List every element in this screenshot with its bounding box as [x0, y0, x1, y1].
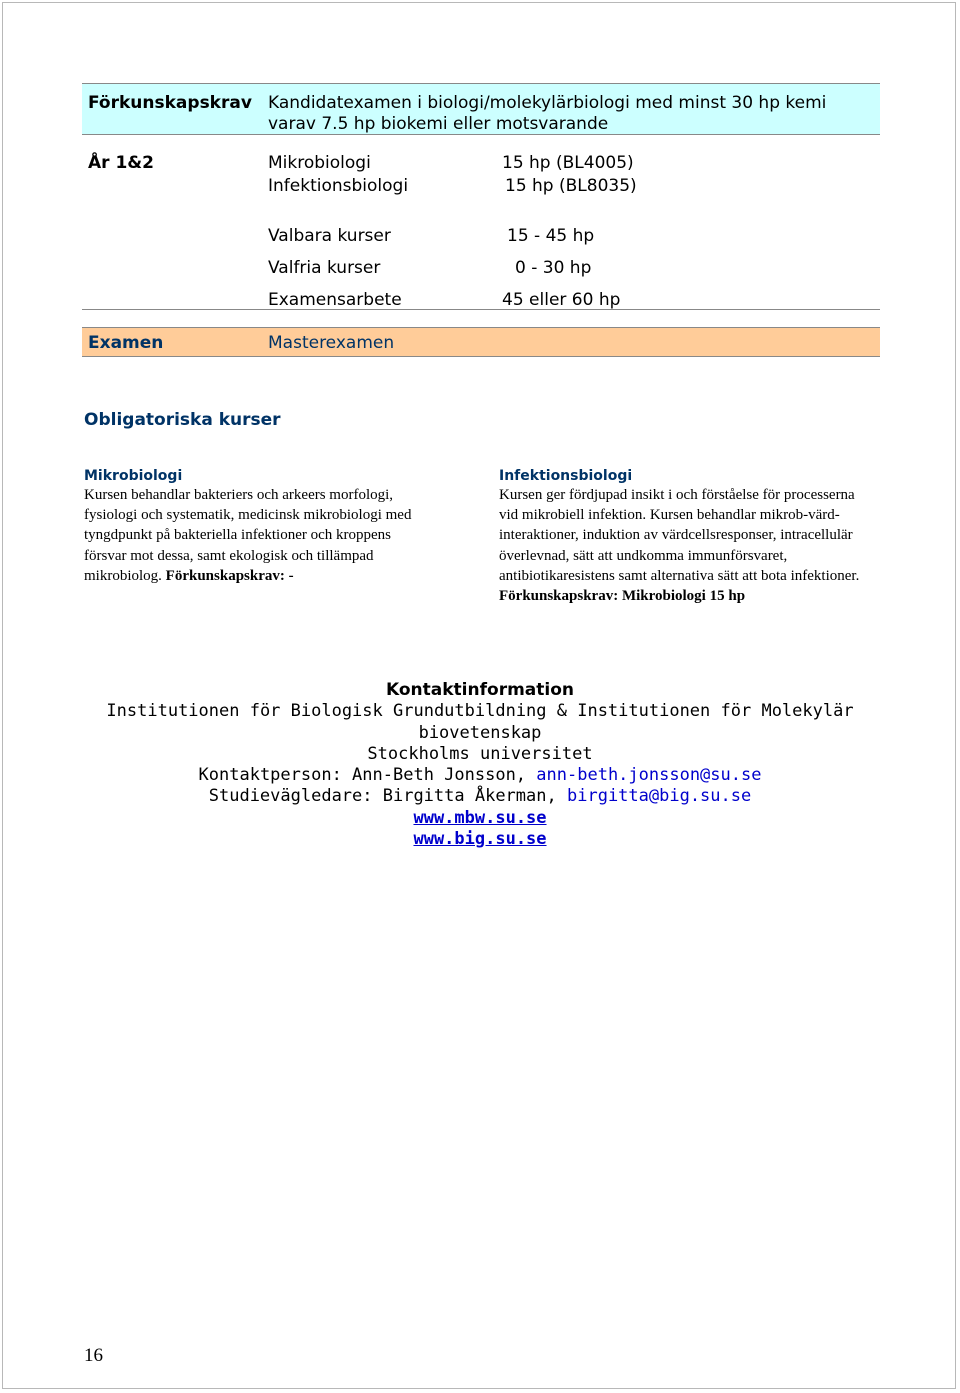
left-course-description: [84, 485, 429, 586]
web-link-big[interactable]: www.big.su.se: [413, 829, 547, 850]
contact-advisor-line: [60, 786, 900, 807]
course-name-examensarbete: Examensarbete: [268, 290, 402, 310]
contact-person-line: [60, 765, 900, 786]
contact-title: Kontaktinformation: [386, 680, 574, 700]
course-credits-infektionsbiologi: 15 hp (BL8035): [505, 176, 637, 196]
contact-person-label: Kontaktperson: Ann-Beth Jonsson,: [198, 765, 527, 786]
requirements-row: [82, 83, 880, 135]
course-credits-examensarbete: 45 eller 60 hp: [502, 290, 621, 310]
contact-block: [60, 680, 900, 850]
contact-person-email-link[interactable]: ann-beth.jonsson@su.se: [536, 765, 762, 786]
web-link-mbw[interactable]: www.mbw.su.se: [413, 807, 547, 828]
right-course-title: Infektionsbiologi: [499, 468, 633, 484]
course-name-infektionsbiologi: Infektionsbiologi: [268, 176, 409, 196]
right-course-prereq: Förkunskapskrav: Mikrobiologi 15 hp: [499, 588, 746, 605]
exam-row: [82, 327, 880, 357]
course-name-valfria: Valfria kurser: [268, 258, 381, 278]
left-course-prereq: Förkunskapskrav: -: [165, 567, 294, 584]
right-course-body: Kursen ger fördjupad insikt i och förståelse för processerna vid mikrobiell infektion. Kursen behandlar mikrob-värd-interaktioner, induktion av värdcellsresponser, intracellulär överlevnad, sätt att undkomma immunförsvaret, antibiotikaresistens samt alternativa sätt att bota infektioner.: [499, 487, 860, 584]
contact-advisor-email-link[interactable]: birgitta@big.su.se: [567, 786, 752, 807]
table-divider: [82, 309, 880, 310]
course-name-valbara: Valbara kurser: [268, 226, 391, 246]
exam-label: Examen: [88, 333, 164, 353]
mandatory-courses-heading: Obligatoriska kurser: [84, 410, 281, 430]
requirements-label: Förkunskapskrav: [88, 93, 252, 113]
course-credits-valfria: 0 - 30 hp: [515, 258, 592, 278]
requirements-text: Kandidatexamen i biologi/molekylärbiologi med minst 30 hp kemi varav 7.5 hp biokemi eller motsvarande: [268, 93, 827, 134]
contact-university: Stockholms universitet: [367, 743, 593, 764]
right-course-description: [499, 485, 874, 606]
years-label: År 1&2: [88, 153, 154, 173]
contact-advisor-label: Studievägledare: Birgitta Åkerman,: [208, 786, 557, 807]
left-course-body: Kursen behandlar bakteriers och arkeers morfologi, fysiologi och systematik, medicinsk mikrobiologi med tyngdpunkt på bakteriella infektioner och kroppens försvar mot dessa, samt ekologisk och tillämpad mikrobiolog.: [84, 487, 412, 584]
course-credits-valbara: 15 - 45 hp: [507, 226, 595, 246]
page-number: 16: [84, 1345, 103, 1366]
course-credits-mikrobiologi: 15 hp (BL4005): [502, 153, 634, 173]
course-name-mikrobiologi: Mikrobiologi: [268, 153, 371, 173]
left-course-title: Mikrobiologi: [84, 468, 183, 484]
exam-value: Masterexamen: [268, 333, 395, 353]
contact-institutions: Institutionen för Biologisk Grundutbildning & Institutionen för Molekylär biovetenskap: [106, 701, 854, 743]
